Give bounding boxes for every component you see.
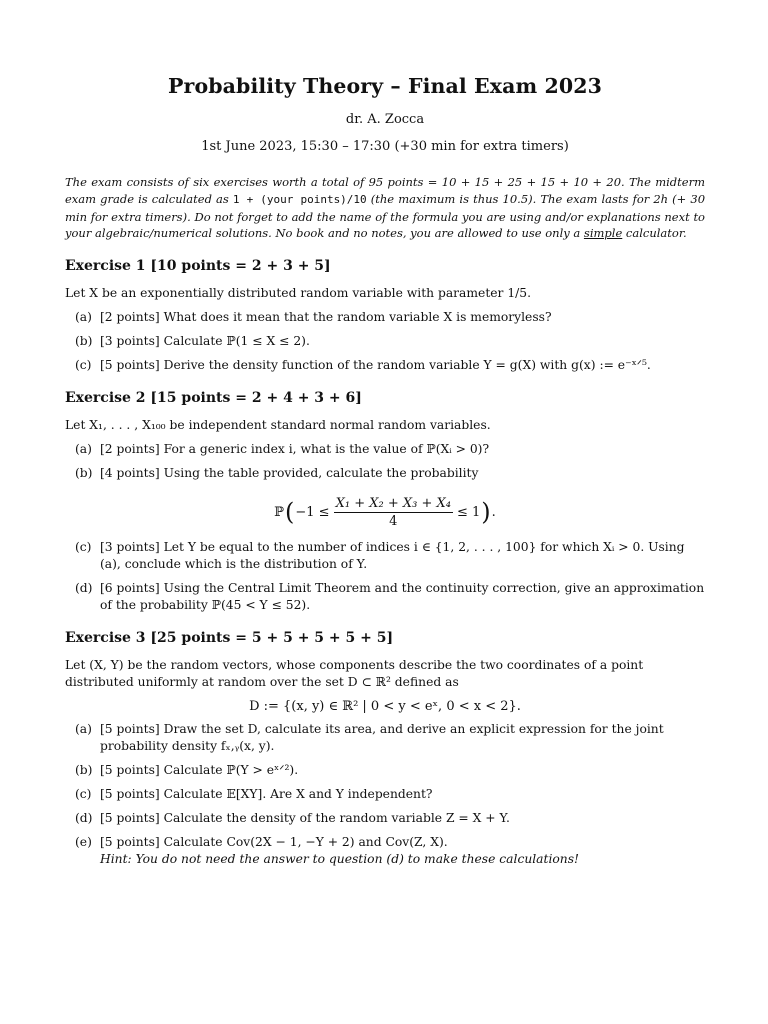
grade-formula: 1 + (your points)/10: [232, 192, 367, 206]
fraction-denominator: 4: [389, 513, 398, 529]
item-text: [3 points] Calculate ℙ(1 ≤ X ≤ 2).: [100, 334, 310, 349]
item-label: (c): [75, 358, 92, 373]
exam-instructions: [65, 174, 705, 242]
exercise-3-item-e: [65, 834, 705, 868]
item-text: [2 points] What does it mean that the random variable X is memoryless?: [100, 310, 552, 325]
exercise-3-item-a: [65, 721, 705, 755]
item-label: (b): [75, 466, 93, 481]
item-text: [6 points] Using the Central Limit Theorem and the continuity correction, give an approximation of the probability ℙ(45 < Y ≤ 52).: [100, 581, 705, 613]
instructions-text-3: calculator.: [622, 226, 687, 241]
exercise-1-item-c: [65, 357, 705, 374]
formula-suffix: .: [491, 504, 496, 520]
item-label: (b): [75, 763, 93, 778]
formula-left: −1 ≤: [295, 504, 330, 520]
fraction-numerator: X₁ + X₂ + X₃ + X₄: [335, 495, 451, 511]
exercise-1-lead: Let X be an exponentially distributed random variable with parameter 1/5.: [65, 286, 532, 301]
instructions-text-1: The exam consists of six exercises worth a total of 95 points = 10 + 15 + 25 + 15 + 10 + 20. The midterm exam grade is calculated as: [65, 175, 705, 206]
exercise-2-lead: Let X₁, . . . , X₁₀₀ be independent standard normal random variables.: [65, 418, 491, 433]
set-definition: D := {(x, y) ∈ ℝ² | 0 < y < eˣ, 0 < x < 2}.: [249, 699, 521, 715]
exercise-3-item-d: [65, 810, 705, 827]
exam-title: Probability Theory – Final Exam 2023: [168, 74, 602, 98]
item-text: [4 points] Using the table provided, calculate the probability: [100, 466, 479, 481]
fraction: [334, 496, 453, 529]
exercise-1-item-b: [65, 333, 705, 350]
exam-author: dr. A. Zocca: [345, 112, 425, 127]
item-e-text: [5 points] Calculate Cov(2X − 1, −Y + 2) and Cov(Z, X).: [100, 835, 448, 850]
hint-text: Hint: You do not need the answer to question (d) to make these calculations!: [100, 852, 579, 867]
right-paren: ): [481, 498, 491, 527]
exercise-2-item-b: [65, 465, 705, 482]
exercise-3-item-b: [65, 762, 705, 779]
probability-formula: [65, 492, 705, 532]
exercise-2-item-a: [65, 441, 705, 458]
exercise-2-item-d: [65, 580, 705, 614]
left-paren: (: [285, 498, 295, 527]
exercise-3-title: Exercise 3 [25 points = 5 + 5 + 5 + 5 + 5]: [65, 630, 394, 647]
item-label: (d): [75, 581, 93, 596]
exam-date: 1st June 2023, 15:30 – 17:30 (+30 min for extra timers): [201, 139, 569, 154]
formula-right: ≤ 1: [456, 504, 481, 520]
item-label: (d): [75, 811, 93, 826]
underlined-word: simple: [583, 226, 623, 241]
item-text: [5 points] Calculate ℙ(Y > eˣᐟ²).: [100, 763, 299, 778]
item-text: [5 points] Calculate 𝔼[XY]. Are X and Y independent?: [100, 787, 433, 802]
exercise-2-title: Exercise 2 [15 points = 2 + 4 + 3 + 6]: [65, 390, 362, 407]
item-label: (b): [75, 334, 93, 349]
exercise-3-item-c: [65, 786, 705, 803]
item-label: (c): [75, 540, 92, 555]
item-label: (a): [75, 310, 92, 325]
exercise-3-lead: Let (X, Y) be the random vectors, whose components describe the two coordinates of a point distributed uniformly at random over the set D ⊂ ℝ² defined as: [65, 658, 644, 690]
item-text: [3 points] Let Y be equal to the number of indices i ∈ {1, 2, . . . , 100} for which Xᵢ > 0. Using (a), conclude which is the distribution of Y.: [100, 540, 685, 572]
item-label: (e): [75, 835, 92, 850]
exam-page: [65, 70, 705, 868]
item-text: [2 points] For a generic index i, what is the value of ℙ(Xᵢ > 0)?: [100, 442, 490, 457]
item-text: [5 points] Draw the set D, calculate its area, and derive an explicit expression for the joint probability density fₓ,ᵧ(x, y).: [100, 722, 664, 754]
exercise-1-title: Exercise 1 [10 points = 2 + 3 + 5]: [65, 258, 331, 275]
item-label: (c): [75, 787, 92, 802]
item-text: [5 points] Derive the density function of the random variable Y = g(X) with g(x) := e⁻ˣᐟ⁵.: [100, 358, 651, 373]
instructions-text-2: (the maximum is thus 10.5). The exam lasts for 2h (+ 30 min for extra timers). Do not forget to add the name of the formula you are using and/or explanations next to your algebraic/numerical solutions. No book and no notes, you are allowed to use only a: [65, 191, 706, 241]
exercise-2-item-c: [65, 539, 705, 573]
item-label: (a): [75, 722, 92, 737]
item-text: [5 points] Calculate the density of the random variable Z = X + Y.: [100, 811, 510, 826]
exercise-1-item-a: [65, 309, 705, 326]
item-label: (a): [75, 442, 92, 457]
item-text: [100, 834, 705, 868]
formula-prefix: ℙ: [274, 504, 285, 520]
